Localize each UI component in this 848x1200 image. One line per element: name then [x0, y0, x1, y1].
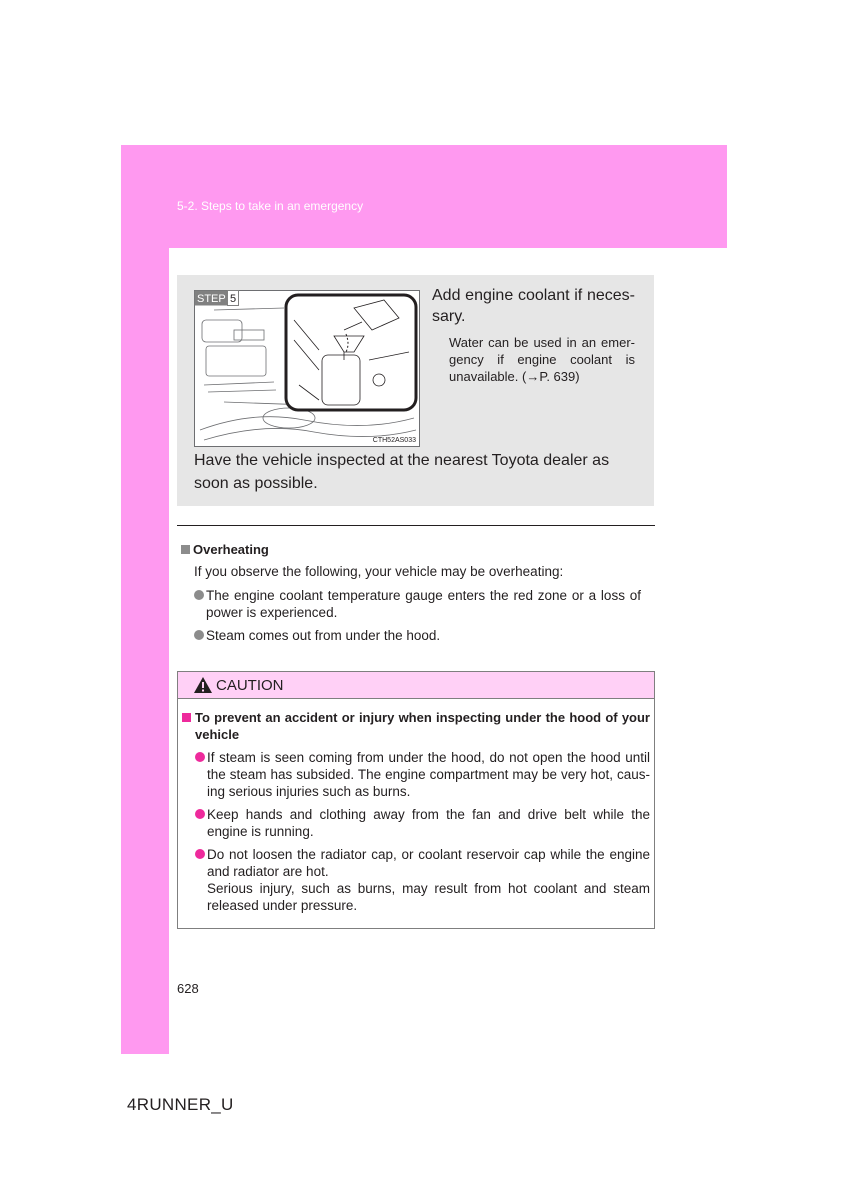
- list-item: [195, 806, 650, 840]
- list-item-text: Steam comes out from under the hood.: [206, 628, 441, 643]
- header-band: [121, 145, 727, 248]
- list-item-text: Keep hands and clothing away from the fan and drive belt while the engine is running.: [207, 807, 650, 839]
- overheating-heading: [181, 542, 269, 557]
- list-item-text: The engine coolant temperature gauge enters the red zone or a loss of power is experienced.: [206, 588, 641, 620]
- section-title: 5-2. Steps to take in an emergency: [177, 199, 364, 213]
- step-footer: Have the vehicle inspected at the nearest Toyota dealer as soon as possible.: [194, 452, 610, 492]
- engine-coolant-illustration: [194, 290, 420, 447]
- list-item: [194, 627, 641, 644]
- bullet-dot-icon: [194, 630, 204, 640]
- overheating-intro: If you observe the following, your vehicle may be overheating:: [194, 564, 564, 579]
- list-item-text: If steam is seen coming from under the hood, do not open the hood until the steam has subsided. The engine compartment may be very hot, caus-ing serious injuries such as burns.: [207, 750, 650, 799]
- list-item: [194, 587, 641, 621]
- bullet-dot-icon: [194, 590, 204, 600]
- caution-subtitle: [182, 709, 650, 743]
- warning-icon: [193, 676, 213, 694]
- document-id: 4RUNNER_U: [127, 1095, 234, 1114]
- list-item-continuation: [195, 880, 650, 914]
- step-heading: Add engine coolant if neces-sary.: [432, 287, 635, 325]
- list-item-text: Serious injury, such as burns, may result from hot coolant and steam released under pressure.: [207, 881, 650, 913]
- step-note: Water can be used in an emer-gency if engine coolant is unavailable. (→P. 639): [449, 335, 635, 384]
- section-divider: [177, 525, 655, 526]
- square-bullet-icon: [181, 545, 190, 554]
- bullet-dot-icon: [195, 752, 205, 762]
- figure-code: CTH52AS033: [372, 437, 416, 444]
- list-item: [195, 846, 650, 880]
- overheating-title: Overheating: [193, 542, 269, 557]
- step-badge-label: STEP: [197, 293, 226, 305]
- caution-subtitle-text: To prevent an accident or injury when inspecting under the hood of your vehicle: [195, 710, 650, 742]
- bullet-dot-icon: [195, 849, 205, 859]
- list-item: [195, 749, 650, 800]
- caution-box: [177, 671, 655, 929]
- bullet-dot-icon: [195, 809, 205, 819]
- page-number: 628: [177, 981, 199, 996]
- side-band: [121, 248, 169, 1054]
- step-badge-number: 5: [230, 293, 237, 305]
- list-item-text: Do not loosen the radiator cap, or coolant reservoir cap while the engine and radiator are hot.: [207, 847, 650, 879]
- square-bullet-icon: [182, 713, 191, 722]
- caution-title: CAUTION: [216, 677, 284, 694]
- caution-header: [178, 672, 654, 699]
